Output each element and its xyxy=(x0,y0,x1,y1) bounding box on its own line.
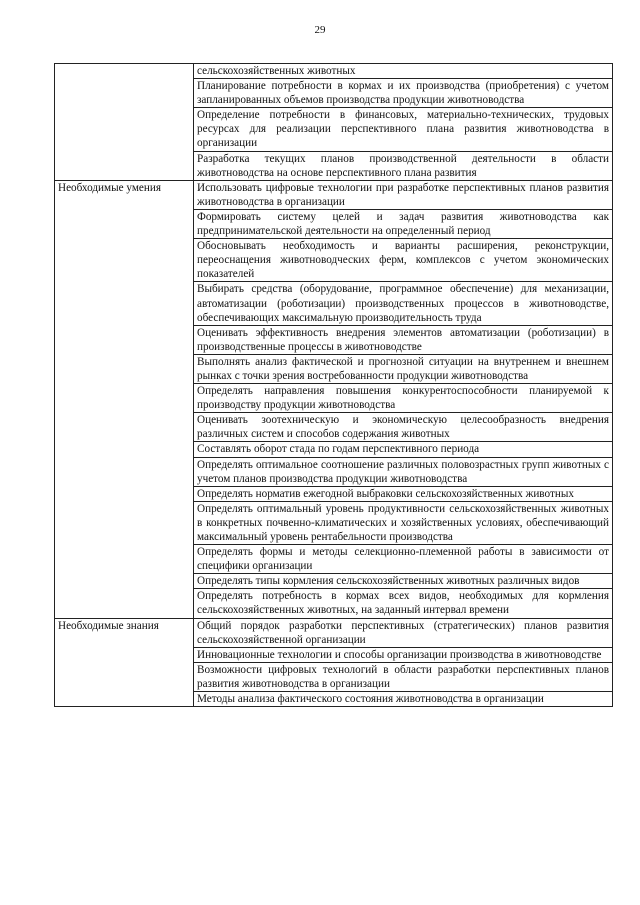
skills-item xyxy=(194,574,613,589)
skills-item xyxy=(194,282,613,325)
continuation-item-text: Разработка текущих планов производственной деятельности в области животноводства на основе перспективного плана развития xyxy=(197,152,609,179)
continuation-item-text: Определение потребности в финансовых, материально-технических, трудовых ресурсах для реализации перспективного плана развития животноводства в организации xyxy=(197,109,609,150)
continuation-item-text: сельскохозяйственных животных xyxy=(197,65,356,77)
skills-item xyxy=(194,354,613,383)
skills-item xyxy=(194,457,613,486)
requirements-table xyxy=(54,63,613,707)
table-row xyxy=(55,618,613,647)
continuation-item xyxy=(194,79,613,108)
skills-item-text: Определять оптимальное соотношение различных половозрастных групп животных с учетом планов производства продукции животноводства xyxy=(197,458,609,485)
skills-item-text: Определять оптимальный уровень продуктивности сельскохозяйственных животных в конкретных почвенно-климатических и хозяйственных условиях, обеспечивающий максимальный уровень рентабельности производства xyxy=(197,502,609,543)
skills-item xyxy=(194,384,613,413)
knowledge-item-text: Общий порядок разработки перспективных (стратегических) планов развития сельскохозяйственной организации xyxy=(197,619,609,646)
skills-item xyxy=(194,239,613,282)
skills-item-text: Определять направления повышения конкурентоспособности планируемой к производству продукции животноводства xyxy=(197,385,609,412)
knowledge-item xyxy=(194,618,613,647)
table-row xyxy=(55,180,613,209)
skills-item-text: Определять потребность в кормах всех видов, необходимых для кормления сельскохозяйственных животных, на заданный интервал времени xyxy=(197,590,609,617)
knowledge-item xyxy=(194,692,613,707)
skills-item xyxy=(194,180,613,209)
skills-item xyxy=(194,442,613,457)
skills-item xyxy=(194,589,613,618)
skills-item xyxy=(194,501,613,544)
requirements-table-body xyxy=(55,64,613,707)
skills-item-text: Определять типы кормления сельскохозяйственных животных различных видов xyxy=(197,575,580,588)
skills-item-text: Определять формы и методы селекционно-племенной работы в зависимости от специфики организации xyxy=(197,546,609,573)
skills-item-text: Использовать цифровые технологии при разработке перспективных планов развития животноводства в организации xyxy=(197,181,609,208)
continuation-item-text: Планирование потребности в кормах и их производства (приобретения) с учетом запланированных объемов производства продукции животноводства xyxy=(197,80,609,107)
knowledge-item xyxy=(194,662,613,691)
skills-item xyxy=(194,325,613,354)
continuation-item xyxy=(194,64,613,79)
page-number: 29 xyxy=(314,24,326,36)
skills-item-text: Обосновывать необходимость и варианты расширения, реконструкции, переоснащения животноводческих ферм, комплексов с учетом экономических показателей xyxy=(197,240,609,281)
skills-item-text: Оценивать зоотехническую и экономическую целесообразность внедрения различных систем и способов содержания животных xyxy=(197,414,609,441)
table-row xyxy=(55,64,613,79)
skills-item-text: Составлять оборот стада по годам перспективного периода xyxy=(197,443,480,456)
skills-item-text: Оценивать эффективность внедрения элементов автоматизации (роботизации) в производственные процессы в животноводстве xyxy=(197,326,609,353)
skills-item-text: Выполнять анализ фактической и прогнозной ситуации на внутреннем и внешнем рынках с точки зрения востребованности продукции животноводства xyxy=(197,355,609,382)
continuation-section-label xyxy=(55,64,194,181)
skills-item-text: Выбирать средства (оборудование, программное обеспечение) для механизации, автоматизации (роботизации) производственных процессов в животноводстве, обеспечивающих максимальную производительность труда xyxy=(197,283,609,324)
skills-item-text: Определять норматив ежегодной выбраковки сельскохозяйственных животных xyxy=(197,487,574,500)
skills-item xyxy=(194,486,613,501)
skills-item-text: Формировать систему целей и задач развития животноводства как предпринимательской деятельности на определенный период xyxy=(197,210,609,238)
skills-section-label: Необходимые умения xyxy=(55,180,194,618)
knowledge-item xyxy=(194,647,613,662)
continuation-item xyxy=(194,151,613,180)
skills-item xyxy=(194,413,613,442)
continuation-item xyxy=(194,108,613,151)
skills-item xyxy=(194,545,613,574)
knowledge-item-text: Возможности цифровых технологий в области разработки перспективных планов развития животноводства в организации xyxy=(197,663,609,690)
knowledge-section-label: Необходимые знания xyxy=(55,618,194,707)
knowledge-item-text: Методы анализа фактического состояния животноводства в организации xyxy=(197,693,544,706)
skills-item xyxy=(194,209,613,238)
knowledge-item-text: Инновационные технологии и способы организации производства в животноводстве xyxy=(197,648,602,661)
